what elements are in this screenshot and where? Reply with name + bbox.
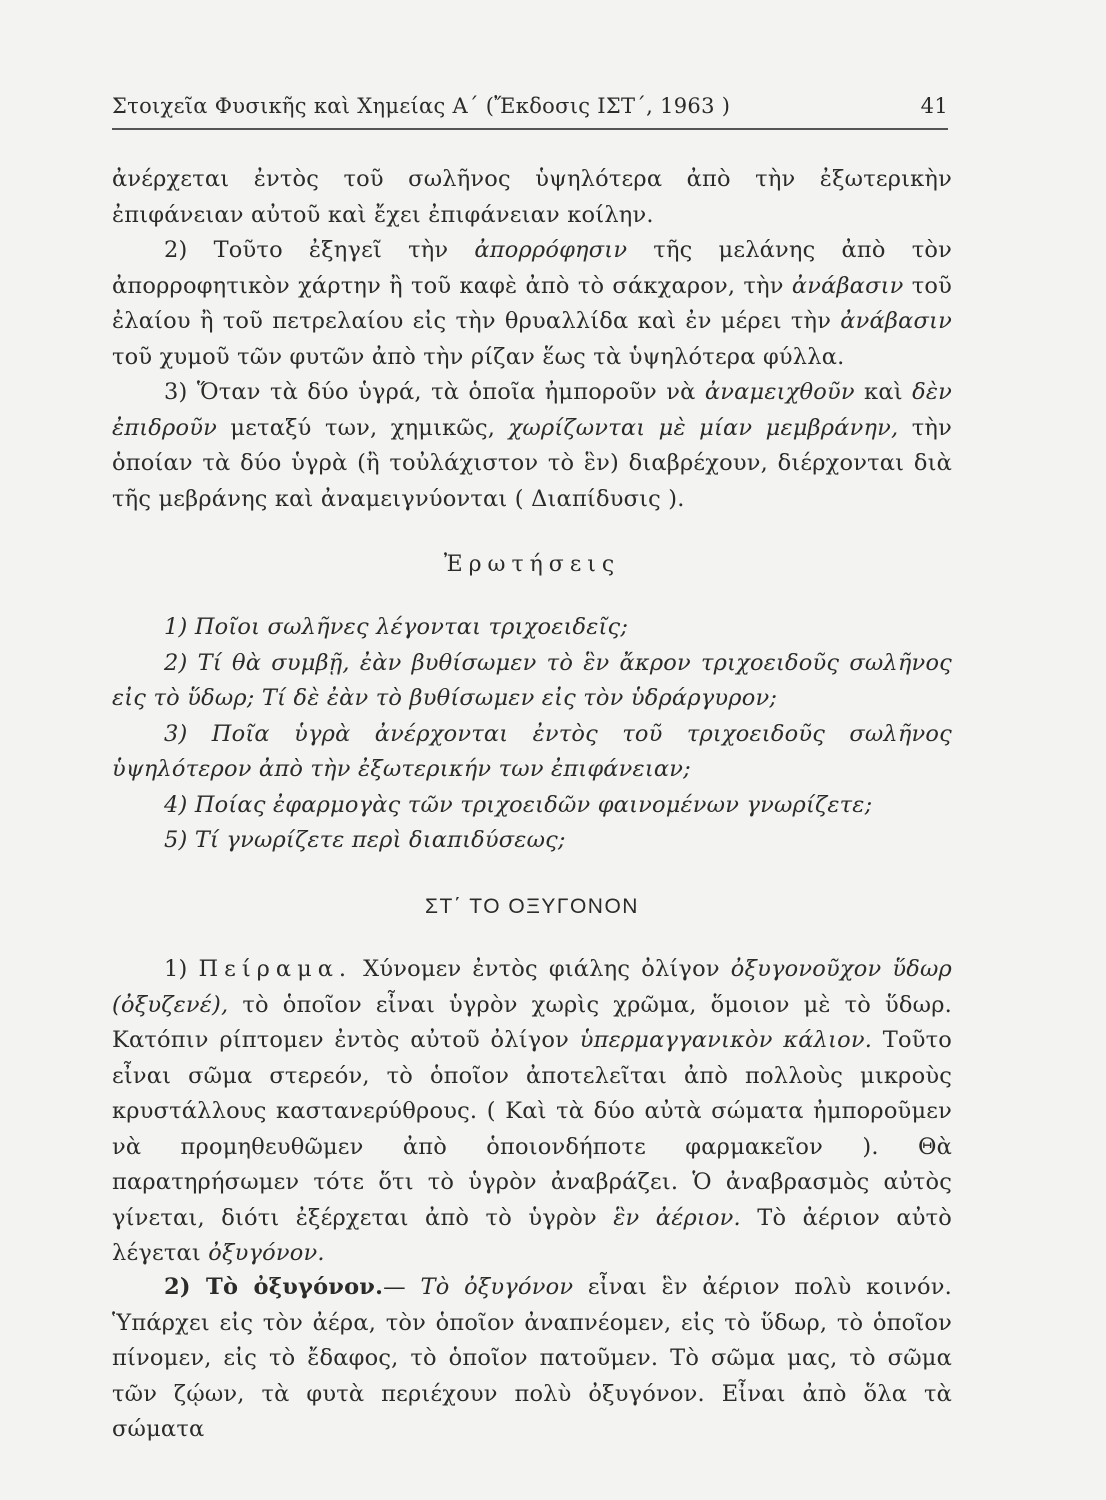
question-5: 5) Τί γνωρίζετε περὶ διαπιδύσεως; — [164, 827, 566, 853]
italic-term: ἓν ἀέριον. — [613, 1204, 741, 1231]
italic-term: ἀναμειχθοῦν — [704, 379, 855, 405]
text-run: Χύνομεν ἐντὸς φιάλης ὀλίγον — [352, 956, 731, 982]
text-run: μεταξύ των, χημικῶς, — [216, 414, 509, 441]
intro-paragraph-2 — [112, 233, 952, 375]
question-4: 4) Ποίας ἐφαρμογὰς τῶν τριχοειδῶν φαινομένων γνωρίζετε; — [164, 791, 873, 818]
text-run: τοῦ ἐλαίου ἢ τοῦ πετρελαίου εἰς τὴν θρυαλλίδα καὶ ἐν μέρει τὴν — [112, 272, 952, 334]
section-title: ΣΤ΄ ΤΟ ΟΞΥΓΟΝΟΝ — [425, 895, 639, 918]
text-run: καὶ — [854, 379, 913, 405]
text-run: τοῦ χυμοῦ τῶν φυτῶν ἀπὸ τὴν ρίζαν ἕως τὰ ὑψηλότερα φύλλα. — [112, 343, 845, 370]
page-number: 41 — [920, 94, 948, 118]
section-paragraph-1 — [112, 952, 952, 1272]
text-run: τῆς μελάνης ἀπὸ τὸν ἀπορροφητικὸν χάρτην ἢ τοῦ καφὲ ἀπὸ τὸ σάκχαρον, τὴν — [112, 237, 952, 299]
section-body — [112, 952, 952, 1272]
question-3: 3) Ποῖα ὑγρὰ ἀνέρχονται ἐντὸς τοῦ τριχοειδοῦς σωλῆνος ὑψηλότερον ἀπὸ τὴν ἐξωτερικήν των ἐπιφάνειαν; — [112, 720, 952, 782]
text-run: Τοῦτο εἶναι σῶμα στερεόν, τὸ ὁποῖον ἀποτελεῖται ἀπὸ πολλοὺς μικροὺς κρυστάλλους καστανερύθρους. ( Καὶ τὰ δύο αὐτὰ σώματα ἠμποροῦμεν νὰ προμηθευθῶμεν ἀπὸ ὁποιονδήποτε φαρμακεῖον ). Θὰ παρατηρήσωμεν τότε ὅτι τὸ ὑγρὸν ἀναβράζει. Ὁ ἀναβρασμὸς αὐτὸς γίνεται, διότι ἐξέρχεται ἀπὸ τὸ ὑγρὸν — [112, 1027, 952, 1231]
section-paragraph-2 — [112, 1270, 952, 1448]
question-2: 2) Τί θὰ συμβῇ, ἐὰν βυθίσωμεν τὸ ἓν ἄκρον τριχοειδοῦς σωλῆνος εἰς τὸ ὕδωρ; Τί δὲ ἐὰν τὸ βυθίσωμεν εἰς τὸν ὑδράργυρον; — [112, 649, 952, 711]
oxygen-block — [112, 1270, 952, 1448]
intro-block — [112, 162, 952, 517]
text-run: 3) Ὅταν τὰ δύο ὑγρά, τὰ ὁποῖα ἠμποροῦν νὰ — [164, 379, 705, 405]
questions-list — [112, 610, 952, 859]
text-run: 1) — [164, 956, 199, 982]
intro-paragraph-3 — [112, 375, 952, 517]
text-run: Τὸ ἀέριον αὐτὸ λέγεται — [112, 1204, 952, 1266]
subsection-label: 2) Τὸ ὀξυγόνον. — [164, 1274, 384, 1300]
text-run: εἶναι ἓν ἀέριον πολὺ κοινόν. Ὑπάρχει εἰς τὸν ἀέρα, τὸν ὁποῖον ἀναπνέομεν, εἰς τὸ ὕδωρ, τὸ ὁποῖον πίνομεν, εἰς τὸ ἔδαφος, τὸ ὁποῖον πατοῦμεν. Τὸ σῶμα μας, τὸ σῶμα τῶν ζῴων, τὰ φυτὰ περιέχουν πολὺ ὀξυγόνον. Εἶναι ἀπὸ ὅλα τὰ σώματα — [112, 1274, 952, 1442]
header-title: Στοιχεῖα Φυσικῆς καὶ Χημείας Α΄ (Ἔκδοσις ΙΣΤ΄, 1963 ) — [112, 94, 731, 118]
text-run: τὴν ὁποίαν τὰ δύο ὑγρὰ (ἢ τοὐλάχιστον τὸ ἓν) διαβρέχουν, διέρχονται διὰ τῆς μεβράνης καὶ ἀναμειγνύονται ( Διαπίδυσις ). — [112, 414, 952, 512]
italic-term: δὲν ἐπιδροῦν — [112, 379, 952, 441]
text-run: 2) Τοῦτο ἐξηγεῖ τὴν — [164, 237, 475, 263]
question-1: 1) Ποῖοι σωλῆνες λέγονται τριχοειδεῖς; — [164, 614, 629, 640]
italic-term: ὑπερμαγγανικὸν κάλιον. — [579, 1027, 873, 1053]
running-header — [112, 90, 948, 130]
italic-term: ἀνάβασιν — [791, 272, 904, 299]
italic-term: ὀξυγόνον. — [208, 1240, 325, 1266]
italic-term: ἀπορρόφησιν — [474, 237, 628, 263]
intro-paragraph-1: ἀνέρχεται ἐντὸς τοῦ σωλῆνος ὑψηλότερα ἀπὸ τὴν ἐξωτερικὴν ἐπιφάνειαν αὐτοῦ καὶ ἔχει ἐπιφάνειαν κοίλην. — [112, 166, 952, 228]
text-run: — — [383, 1274, 421, 1300]
italic-term: ὀξυγονοῦχον ὕδωρ (ὀξυζενέ), — [112, 956, 952, 1018]
text-run: τὸ ὁποῖον εἶναι ὑγρὸν χωρὶς χρῶμα, ὅμοιον μὲ τὸ ὕδωρ. Κατόπιν ρίπτομεν ἐντὸς αὐτοῦ ὀλίγον — [112, 991, 952, 1053]
italic-term: ἀνάβασιν — [840, 308, 952, 334]
questions-heading: Ἐρωτήσεις — [443, 552, 621, 577]
italic-term: Τὸ ὀξυγόνον — [420, 1274, 574, 1300]
italic-term: χωρίζωνται μὲ μίαν μεμβράνην, — [508, 414, 899, 441]
experiment-label: Πείραμα. — [198, 956, 353, 982]
